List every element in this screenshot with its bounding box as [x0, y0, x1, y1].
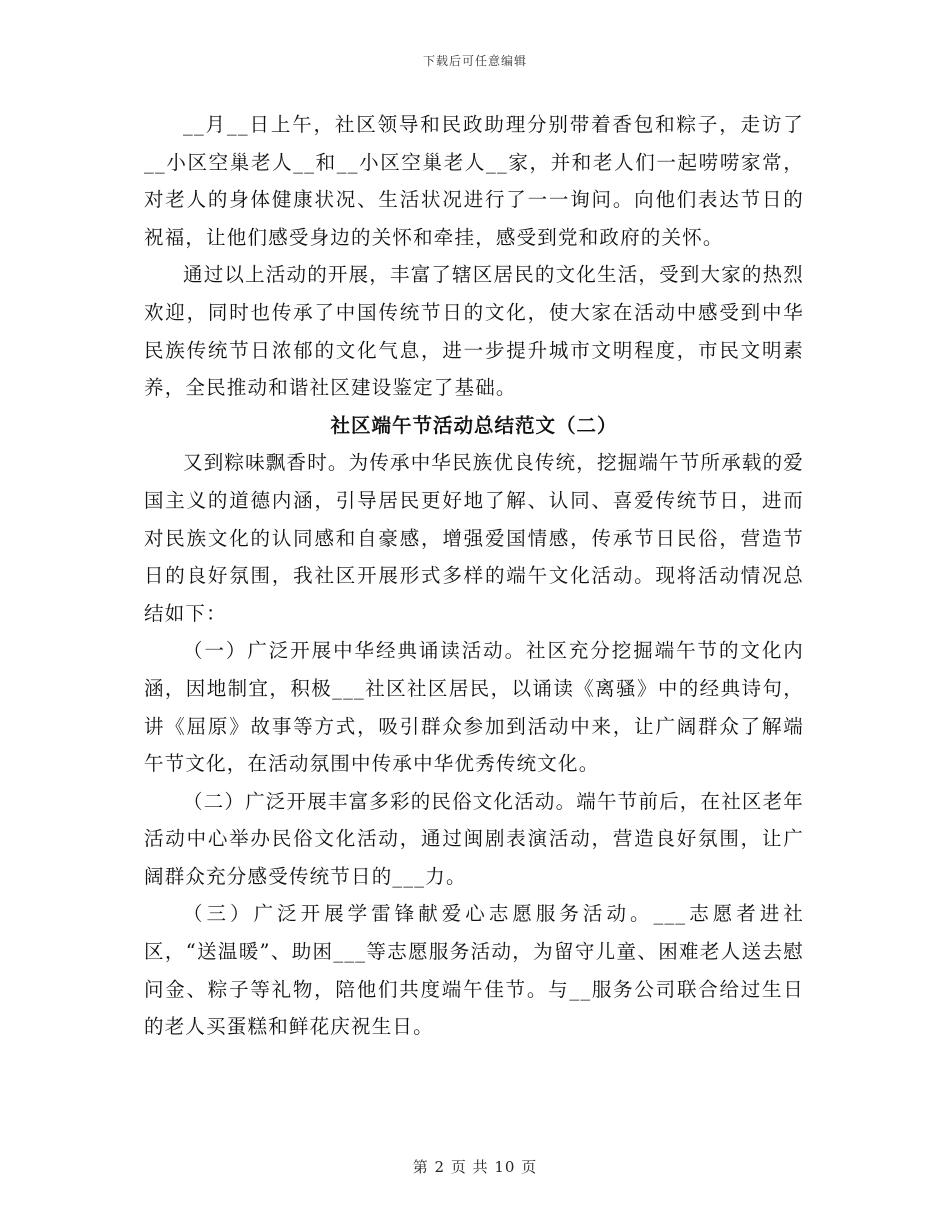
- document-body: [144, 106, 804, 1046]
- paragraph-visit: __月__日上午，社区领导和民政助理分别带着香包和粽子，走访了__小区空巢老人__和__小区空巢老人__家，并和老人们一起唠唠家常，对老人的身体健康状况、生活状况进行了一一询问。向他们表达节日的祝福，让他们感受身边的关怀和牵挂，感受到党和政府的关怀。: [144, 113, 804, 249]
- page-header-note: 下载后可任意编辑: [422, 54, 527, 68]
- paragraph-intro: 又到粽味飘香时。为传承中华民族优良传统，挖掘端午节所承载的爱国主义的道德内涵，引导居民更好地了解、认同、喜爱传统节日，进而对民族文化的认同感和自豪感，增强爱国情感，传承节日民俗，营造节日的良好氛围，我社区开展形式多样的端午文化活动。现将活动情况总结如下：: [144, 451, 805, 625]
- paragraph-conclusion: 通过以上活动的开展，丰富了辖区居民的文化生活，受到大家的热烈欢迎，同时也传承了中国传统节日的文化，使大家在活动中感受到中华民族传统节日浓郁的文化气息，进一步提升城市文明程度，市民文明素养，全民推动和谐社区建设鉴定了基础。: [144, 263, 805, 400]
- paragraph-item-3: （三）广泛开展学雷锋献爱心志愿服务活动。___志愿者进社区，“送温暖”、助困___等志愿服务活动，为留守儿童、困难老人送去慰问金、粽子等礼物，陪他们共度端午佳节。与__服务公司联合给过生日的老人买蛋糕和鲜花庆祝生日。: [144, 902, 804, 1039]
- paragraph-item-1: （一）广泛开展中华经典诵读活动。社区充分挖掘端午节的文化内涵，因地制宜，积极___社区社区居民，以诵读《离骚》中的经典诗句，讲《屈原》故事等方式，吸引群众参加到活动中来，让广阔群众了解端午节文化，在活动氛围中传承中华优秀传统文化。: [144, 639, 804, 776]
- paragraph-item-2: （二）广泛开展丰富多彩的民俗文化活动。端午节前后，在社区老年活动中心举办民俗文化活动，通过闽剧表演活动，营造良好氛围，让广阔群众充分感受传统节日的___力。: [144, 789, 805, 888]
- section-title: 社区端午节活动总结范文（二）: [330, 413, 618, 437]
- page-number: 第 2 页 共 10 页: [412, 1158, 538, 1176]
